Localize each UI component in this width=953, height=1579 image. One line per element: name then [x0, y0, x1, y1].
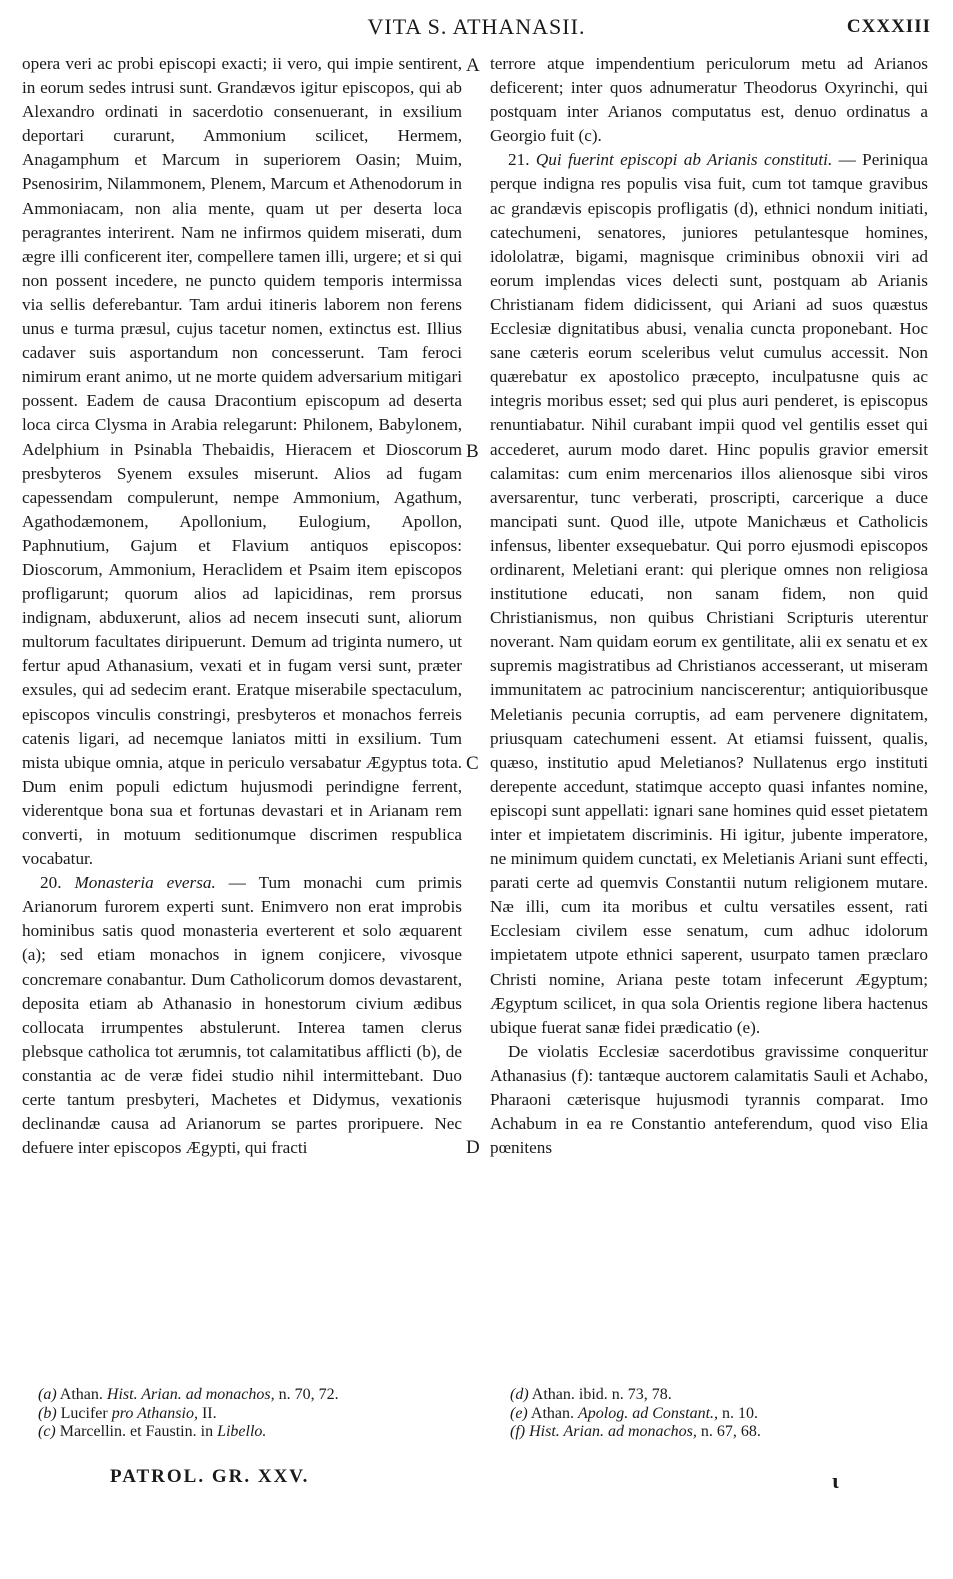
- section-number: 20.: [40, 873, 62, 893]
- running-title: VITA S. ATHANASII.: [367, 14, 586, 39]
- section-heading: Qui fuerint episcopi ab Arianis constituti.: [535, 150, 833, 170]
- section-text: — Periniqua perque indigna res populis visa fuit, cum tot tamque gravibus ac grandævis episcopis profligatis (d), ethnici nondum initiati, catechumeni, senatores, juniores petulantesque homines, idololatræ, bigami, magnisque criminibus obnoxii viri ad eorum implendas vices delecti sunt, postquam ab Arianis Christianam fidem didicissent, qui Ariani ad suos quæstus Ecclesiæ dignitatibus abusi, venalia cuncta proponebant. Hoc sane cæteris eorum sceleribus velut cumulus accessit. Non quærebatur ex apostolico præcepto, inculpatusne quis ac integris moribus esset; sed qui plus auri penderet, is episcopus renuntiabatur. Nihil curabant impii quod vel gentilis esset qui accederet, aurum modo daret. Hinc populis gravior emersit calamitas: cum enim mercenarios illos alienosque sibi viros aversarentur, tunc verberati, proscripti, carcerique a duce mancipati sunt. Quod ille, utpote Manichæus et Catholicis infensus, libenter exsequebatur. Qui porro ejusmodi episcopos ordinarent, Meletiani erant: qui plerique omnes non religiosa institutione educati, non sanam fidem, non quid Christianismus, non quibus Christiani Scripturis uterentur noverant. Nam quidam eorum ex gentilitate, alii ex senatu et ex supremis magistratibus ad Christianos accesserant, ut miseram immunitatem ac patrocinium nanciscerentur; antiquioribusque Meletianis pecunia corruptis, ad eam pervenere dignitatem, priusquam catechumeni essent. At etiamsi fuissent, qualis, quæso, institutio apud Meletianos? Nullatenus ergo instituti derepente accedunt, statimque accepto quasi infantes nomine, episcopi sunt appellati: ignari sane homines quid esset pietatem inter et impietatem discriminis. Hi igitur, jubente imperatore, ne minimum quidem cunctati, ex Meletianis Ariani sunt effecti, parati certe ad quemvis Constantii nutum religionem mutare. Næ illi, cum ita moribus et cultu versatiles essent, rati Ecclesiam civilem esse senatum, cum adhuc idolorum impietatem utpote ethnici saperent, usurpato tamen præclaro Christi nomine, Ariana peste totam infecerunt Ægyptum; Ægyptum scilicet, in qua sola Orientis regione libera hactenus ubique fuerat sanæ fidei prædicatio (e).: [490, 150, 929, 1037]
- footnote: (a) Athan. Hist. Arian. ad monachos, n. 70, 72.: [38, 1386, 339, 1403]
- printer-signature: PATROL. GR. XXV.: [110, 1466, 310, 1487]
- footnotes-left: [38, 1386, 339, 1442]
- margin-letter-d: D: [466, 1137, 480, 1158]
- left-column: [22, 52, 462, 1160]
- section-heading: Monasteria eversa.: [74, 873, 216, 893]
- margin-letter-b: B: [466, 441, 479, 462]
- running-header: [0, 14, 953, 42]
- section-21: [490, 148, 928, 1039]
- right-column: [490, 52, 928, 1160]
- paragraph-violated-priests: De violatis Ecclesiæ sacerdotibus gravissime conqueritur Athanasius (f): tantæque auctorem calamitatis Sauli et Achabo, Pharaoni cæterisque hujusmodi tyrannis comparat. Imo Achabum in ea re Constantio anteferendum, quod viso Elia pœnitens: [490, 1041, 928, 1158]
- signature-mark: ɩ: [832, 1468, 839, 1493]
- footnote: (d) Athan. ibid. n. 73, 78.: [510, 1386, 672, 1403]
- margin-letter-a: A: [466, 55, 480, 76]
- paragraph-continuation: terrore atque impendentium periculorum metu ad Arianos deficerent; inter quos adnumeratur Theodorus Oxyrinchi, qui postquam inter Arianos computatus est, denuo ordinatus a Georgio fuit (c).: [490, 54, 928, 146]
- footnotes-right: [510, 1386, 761, 1442]
- section-20: [22, 871, 462, 1160]
- section-text: — Tum monachi cum primis Arianorum furorem experti sunt. Enimvero non erat improbis hominibus satis quod monasteria everterent et solo æquarent (a); sed etiam monachos in ignem conjicere, vivosque concremare conabantur. Dum Catholicorum domos devastarent, deposita etiam ab Athanasio in honestorum civium ædibus collocata irrumpentes abstulerunt. Interea tamen clerus plebsque catholica tot ærumnis, tot calamitatibus afflicti (b), de constantia ac de veræ fidei studio nihil intermittebant. Duo certe tantum presbyteri, Machetes et Didymus, vexationis declinandæ causa ad Arianorum se partes proripuere. Nec defuere inter episcopos Ægypti, qui fracti: [22, 873, 462, 1158]
- footnote: (f) Hist. Arian. ad monachos, n. 67, 68.: [510, 1423, 761, 1440]
- section-number: 21.: [508, 150, 530, 170]
- footnote: (e) Athan. Apolog. ad Constant., n. 10.: [510, 1404, 759, 1422]
- margin-letter-c: C: [466, 753, 479, 774]
- footnote: (b) Lucifer pro Athansio, II.: [38, 1404, 217, 1422]
- page-number: CXXXIII: [846, 16, 931, 37]
- footnote: (c) Marcellin. et Faustin. in Libello.: [38, 1423, 267, 1440]
- paragraph-exile-of-bishops: opera veri ac probi episcopi exacti; ii vero, qui impie sentirent, in eorum sedes intrusi sunt. Grandævos igitur episcopos, qui ab Alexandro ordinati in sacerdotio consenuerant, in exsilium deportari curarunt, Ammonium scilicet, Hermem, Anagamphum et Marcum in superiorem Oasin; Muim, Psenosirim, Nilammonem, Plenem, Marcum et Athenodorum in Ammoniacam, non alia mente, quam ut per deserta loca peragrantes interirent. Nam ne infirmos quidem miserati, dum ægre illi conficerent iter, compellere tamen illi, urgere; et si qui non possent incedere, ne puncto quidem temporis intermissa via sellis deferebantur. Tam ardui itineris laborem non ferens unus e turma præsul, cujus tacetur nomen, extinctus est. Illius cadaver suis asportandum non concesserunt. Tam feroci nimirum erant animo, ut ne morte quidem adversarium mitigari possent. Eadem de causa Dracontium episcopum ad deserta loca circa Clysma in Arabia relegarunt: Philonem, Babylonem, Adelphium in Psinabla Thebaidis, Hieracem et Dioscorum presbyteros Syenem exsules miserunt. Alios ad fugam capessendam compulerunt, nempe Ammonium, Agathum, Agathodæmonem, Apollonium, Eulogium, Apollon, Paphnutium, Gajum et Flavium antiquos episcopos: Dioscorum, Ammonium, Heraclidem et Psaim item episcopos profligarunt; quorum alios ad lapicidinas, rem prorsus indignam, abduxerunt, alios ad necem insecuti sunt, aliorum multorum facultates diripuerunt. Demum ad triginta numero, ut fertur apud Athanasium, vexati et in fugam versi sunt, præter exsules, qui ad sedecim erant. Eratque miserabile spectaculum, episcopos vinculis constringi, presbyteros et monachos ferreis catenis ligari, ad necemque laniatos mitti in exsilium. Tum mista ubique omnia, atque in periculo versabatur Ægyptus tota. Dum enim populi edictum hujusmodi perindigne ferrent, viderentque bona sua et fortunas devastari et in Arianam rem converti, in motuum seditionumque discrimen respublica vocabatur.: [22, 54, 462, 869]
